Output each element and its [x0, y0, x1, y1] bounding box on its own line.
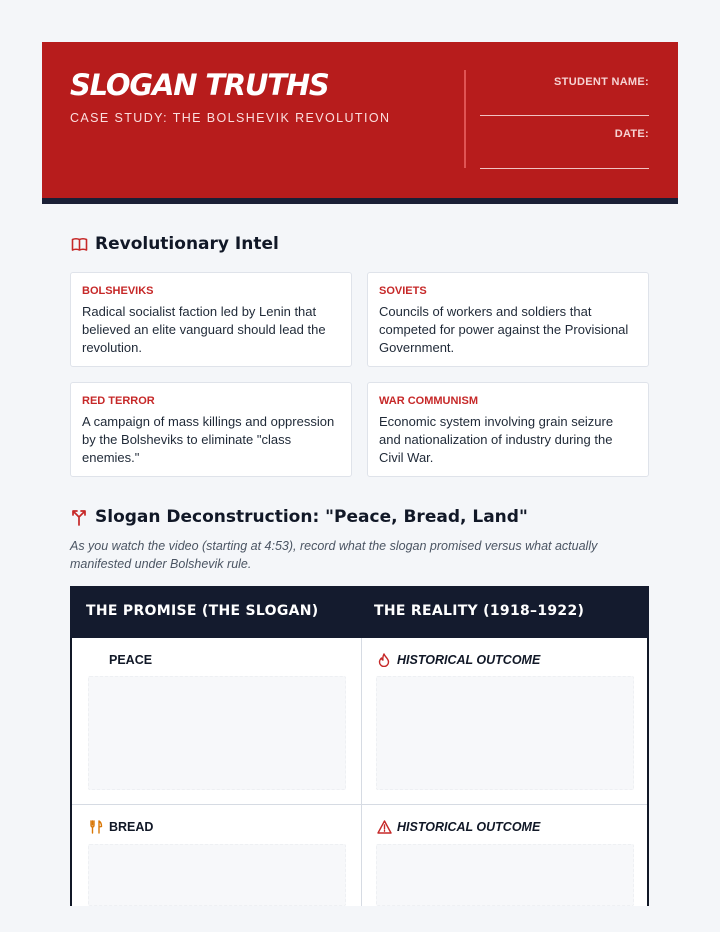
utensils-icon	[88, 819, 104, 835]
intel-card	[367, 272, 649, 367]
card-definition: Councils of workers and soldiers that competed for power against the Provisional Government.	[379, 304, 629, 355]
card-term: RED TERROR	[82, 395, 155, 407]
student-name-label: STUDENT NAME:	[554, 76, 649, 88]
intel-card	[70, 272, 352, 367]
card-definition: Economic system involving grain seizure and nationalization of industry during the Civil War.	[379, 414, 614, 465]
promise-answer-area[interactable]	[88, 676, 346, 790]
row-divider	[72, 804, 647, 805]
intel-title: Revolutionary Intel	[95, 234, 279, 254]
split-arrows-icon	[70, 508, 88, 526]
book-icon	[70, 235, 88, 253]
date-label: DATE:	[614, 128, 649, 140]
outcome-label	[376, 819, 540, 835]
intel-heading	[70, 234, 279, 254]
promise-text: BREAD	[109, 820, 154, 834]
fire-icon	[376, 652, 392, 668]
date-line[interactable]	[480, 168, 649, 169]
card-definition: Radical socialist faction led by Lenin that believed an elite vanguard should lead the revolution.	[82, 304, 326, 355]
slogan-title: Slogan Deconstruction: "Peace, Bread, Land"	[95, 507, 528, 527]
worksheet-header	[42, 42, 678, 204]
promise-text: PEACE	[109, 653, 153, 667]
card-definition: A campaign of mass killings and oppression by the Bolsheviks to eliminate "class enemies."	[82, 414, 335, 465]
outcome-text: HISTORICAL OUTCOME	[397, 653, 541, 667]
student-name-line[interactable]	[480, 115, 649, 116]
column-header-reality: THE REALITY (1918–1922)	[374, 603, 585, 619]
table-header	[70, 586, 649, 638]
promise-label-peace	[88, 652, 152, 668]
card-term: BOLSHEVIKS	[82, 285, 154, 297]
slogan-heading	[70, 507, 528, 527]
card-term: WAR COMMUNISM	[379, 395, 478, 407]
intel-card	[367, 382, 649, 477]
card-term: SOVIETS	[379, 285, 427, 297]
outcome-answer-area[interactable]	[376, 844, 634, 906]
outcome-text: HISTORICAL OUTCOME	[397, 820, 541, 834]
worksheet-title: SLOGAN TRUTHS	[70, 68, 329, 102]
header-divider	[464, 70, 466, 168]
dove-icon	[88, 652, 104, 668]
worksheet-subtitle: CASE STUDY: THE BOLSHEVIK REVOLUTION	[70, 111, 391, 125]
outcome-answer-area[interactable]	[376, 676, 634, 790]
slogan-table	[70, 586, 649, 906]
warning-icon	[376, 819, 392, 835]
column-divider	[361, 638, 362, 906]
promise-answer-area[interactable]	[88, 844, 346, 906]
outcome-label	[376, 652, 540, 668]
column-header-promise: THE PROMISE (THE SLOGAN)	[86, 603, 319, 619]
promise-label-bread	[88, 819, 153, 835]
slogan-instructions: As you watch the video (starting at 4:53), record what the slogan promised versus what actually manifested under Bolshevik rule.	[70, 539, 598, 571]
intel-card	[70, 382, 352, 477]
